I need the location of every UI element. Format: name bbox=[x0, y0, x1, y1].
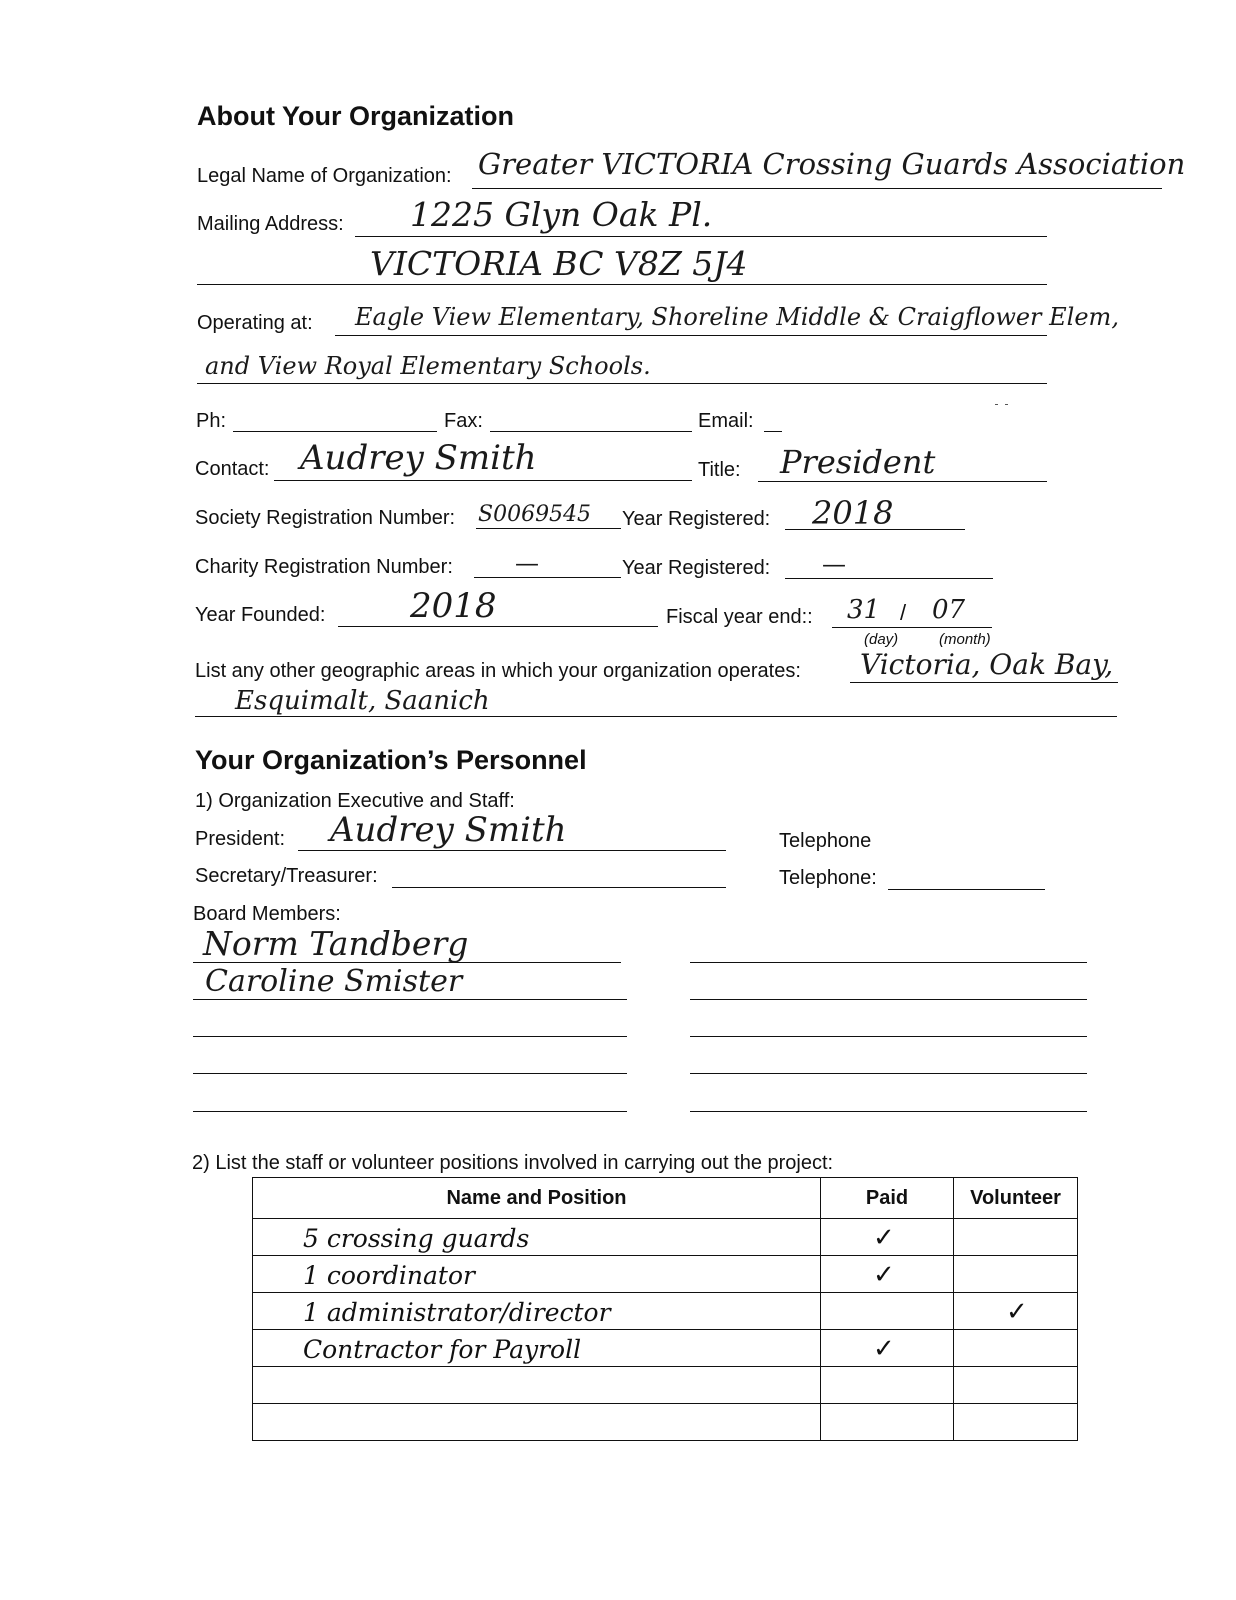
title-field[interactable]: President bbox=[780, 443, 936, 481]
contact-label: Contact: bbox=[195, 458, 270, 480]
phone-label: Ph: bbox=[196, 410, 227, 432]
mailing-address-label: Mailing Address: bbox=[197, 213, 344, 235]
name-position-cell[interactable] bbox=[253, 1367, 821, 1404]
mailing-address-line-1 bbox=[355, 236, 1047, 237]
operating-at-field-2[interactable]: and View Royal Elementary Schools. bbox=[205, 352, 651, 380]
geo-areas-field-1[interactable]: Victoria, Oak Bay, bbox=[860, 648, 1114, 681]
phone-line[interactable] bbox=[233, 431, 437, 432]
name-position-text: 1 administrator/director bbox=[303, 1298, 611, 1327]
header-paid: Paid bbox=[821, 1178, 954, 1219]
paid-cell[interactable] bbox=[821, 1293, 954, 1330]
table-row bbox=[253, 1367, 1078, 1404]
geo-areas-field-2[interactable]: Esquimalt, Saanich bbox=[235, 686, 490, 716]
name-position-cell[interactable] bbox=[253, 1219, 821, 1256]
society-reg-line bbox=[476, 528, 621, 529]
title-label: Title: bbox=[698, 459, 741, 481]
secretary-treasurer-line[interactable] bbox=[392, 887, 726, 888]
year-founded-label: Year Founded: bbox=[195, 604, 326, 626]
name-position-cell[interactable] bbox=[253, 1256, 821, 1293]
legal-name-field[interactable]: Greater VICTORIA Crossing Guards Association bbox=[478, 147, 1186, 181]
contact-field[interactable]: Audrey Smith bbox=[300, 438, 537, 478]
table-row bbox=[253, 1293, 1078, 1330]
exec-staff-label: 1) Organization Executive and Staff: bbox=[195, 790, 515, 812]
legal-name-label: Legal Name of Organization: bbox=[197, 165, 452, 187]
paid-cell[interactable] bbox=[821, 1219, 954, 1256]
section-heading-personnel: Your Organization’s Personnel bbox=[195, 745, 587, 775]
month-caption: (month) bbox=[939, 631, 991, 648]
name-position-cell[interactable] bbox=[253, 1330, 821, 1367]
volunteer-cell[interactable] bbox=[954, 1367, 1078, 1404]
secretary-telephone-line[interactable] bbox=[888, 889, 1045, 890]
society-year-field[interactable]: 2018 bbox=[812, 494, 894, 532]
board-line-left-4[interactable] bbox=[193, 1073, 627, 1074]
board-line-right-4[interactable] bbox=[690, 1073, 1087, 1074]
staff-positions-table bbox=[252, 1177, 1078, 1441]
legal-name-line bbox=[472, 188, 1162, 189]
charity-reg-label: Charity Registration Number: bbox=[195, 556, 453, 578]
year-founded-line bbox=[338, 626, 658, 627]
volunteer-cell[interactable] bbox=[954, 1256, 1078, 1293]
header-volunteer: Volunteer bbox=[954, 1178, 1078, 1219]
mailing-address-field-1[interactable]: 1225 Glyn Oak Pl. bbox=[410, 195, 713, 234]
president-field[interactable]: Audrey Smith bbox=[330, 810, 567, 850]
fiscal-separator: / bbox=[900, 600, 907, 625]
president-label: President: bbox=[195, 828, 286, 850]
table-row bbox=[253, 1256, 1078, 1293]
volunteer-cell[interactable] bbox=[954, 1404, 1078, 1441]
charity-year-line bbox=[785, 578, 993, 579]
scan-speck bbox=[995, 404, 998, 405]
staff-table-prompt: 2) List the staff or volunteer positions involved in carrying out the project: bbox=[192, 1152, 834, 1174]
volunteer-cell[interactable] bbox=[954, 1293, 1078, 1330]
board-line-right-5[interactable] bbox=[690, 1111, 1087, 1112]
president-line bbox=[298, 850, 726, 851]
geo-areas-line-2 bbox=[195, 716, 1117, 717]
society-reg-label: Society Registration Number: bbox=[195, 507, 456, 529]
table-row bbox=[253, 1404, 1078, 1441]
board-member-field[interactable]: Caroline Smister bbox=[205, 964, 463, 999]
email-label: Email: bbox=[698, 410, 754, 432]
mailing-address-field-2[interactable]: VICTORIA BC V8Z 5J4 bbox=[370, 244, 748, 283]
scan-speck bbox=[1005, 404, 1008, 405]
secretary-treasurer-label: Secretary/Treasurer: bbox=[195, 865, 378, 887]
board-line-right-2[interactable] bbox=[690, 999, 1087, 1000]
section-heading-about: About Your Organization bbox=[197, 101, 514, 131]
board-line-left-3[interactable] bbox=[193, 1036, 627, 1037]
fiscal-month-field[interactable]: 07 bbox=[932, 595, 966, 625]
charity-year-label: Year Registered: bbox=[622, 557, 771, 579]
board-line-left-5[interactable] bbox=[193, 1111, 627, 1112]
board-members-label: Board Members: bbox=[193, 903, 341, 925]
header-name-position: Name and Position bbox=[253, 1178, 821, 1219]
name-position-text: 5 crossing guards bbox=[303, 1224, 530, 1253]
geo-areas-label: List any other geographic areas in which your organization operates: bbox=[195, 660, 801, 682]
society-reg-field[interactable]: S0069545 bbox=[478, 502, 592, 527]
check-icon: ✓ bbox=[1006, 1297, 1028, 1327]
operating-at-line-2 bbox=[197, 383, 1047, 384]
fiscal-day-field[interactable]: 31 bbox=[847, 595, 881, 625]
president-telephone-label: Telephone bbox=[779, 830, 872, 852]
email-line[interactable] bbox=[764, 431, 782, 432]
geo-areas-line-1 bbox=[850, 682, 1118, 683]
secretary-telephone-label: Telephone: bbox=[779, 867, 877, 889]
fiscal-year-line bbox=[832, 627, 992, 628]
operating-at-label: Operating at: bbox=[197, 312, 313, 334]
operating-at-field-1[interactable]: Eagle View Elementary, Shoreline Middle & Craigflower Elem, bbox=[355, 303, 1119, 331]
fiscal-year-label: Fiscal year end:: bbox=[666, 606, 813, 628]
charity-year-field[interactable]: — bbox=[822, 550, 846, 578]
title-line bbox=[758, 481, 1047, 482]
contact-line bbox=[274, 480, 692, 481]
name-position-text: Contractor for Payroll bbox=[303, 1335, 582, 1364]
board-member-field[interactable]: Norm Tandberg bbox=[203, 924, 469, 963]
table-row bbox=[253, 1219, 1078, 1256]
society-year-label: Year Registered: bbox=[622, 508, 771, 530]
table-header-row bbox=[253, 1178, 1078, 1219]
day-caption: (day) bbox=[864, 631, 899, 648]
volunteer-cell[interactable] bbox=[954, 1330, 1078, 1367]
name-position-cell[interactable] bbox=[253, 1293, 821, 1330]
table-row bbox=[253, 1330, 1078, 1367]
paid-cell[interactable] bbox=[821, 1404, 954, 1441]
paid-cell[interactable] bbox=[821, 1367, 954, 1404]
fax-line[interactable] bbox=[490, 431, 692, 432]
fax-label: Fax: bbox=[444, 410, 483, 432]
operating-at-line-1 bbox=[335, 335, 1047, 336]
board-line-right-1[interactable] bbox=[690, 962, 1087, 963]
year-founded-field[interactable]: 2018 bbox=[410, 586, 497, 626]
paid-cell[interactable] bbox=[821, 1256, 954, 1293]
name-position-cell[interactable] bbox=[253, 1404, 821, 1441]
check-icon: ✓ bbox=[873, 1223, 895, 1253]
paid-cell[interactable] bbox=[821, 1330, 954, 1367]
board-line-left-2 bbox=[193, 999, 627, 1000]
charity-reg-line bbox=[474, 577, 621, 578]
volunteer-cell[interactable] bbox=[954, 1219, 1078, 1256]
charity-reg-field[interactable]: — bbox=[515, 549, 539, 577]
check-icon: ✓ bbox=[873, 1334, 895, 1364]
board-line-right-3[interactable] bbox=[690, 1036, 1087, 1037]
name-position-text: 1 coordinator bbox=[303, 1261, 475, 1290]
check-icon: ✓ bbox=[873, 1260, 895, 1290]
mailing-address-line-2 bbox=[197, 284, 1047, 285]
